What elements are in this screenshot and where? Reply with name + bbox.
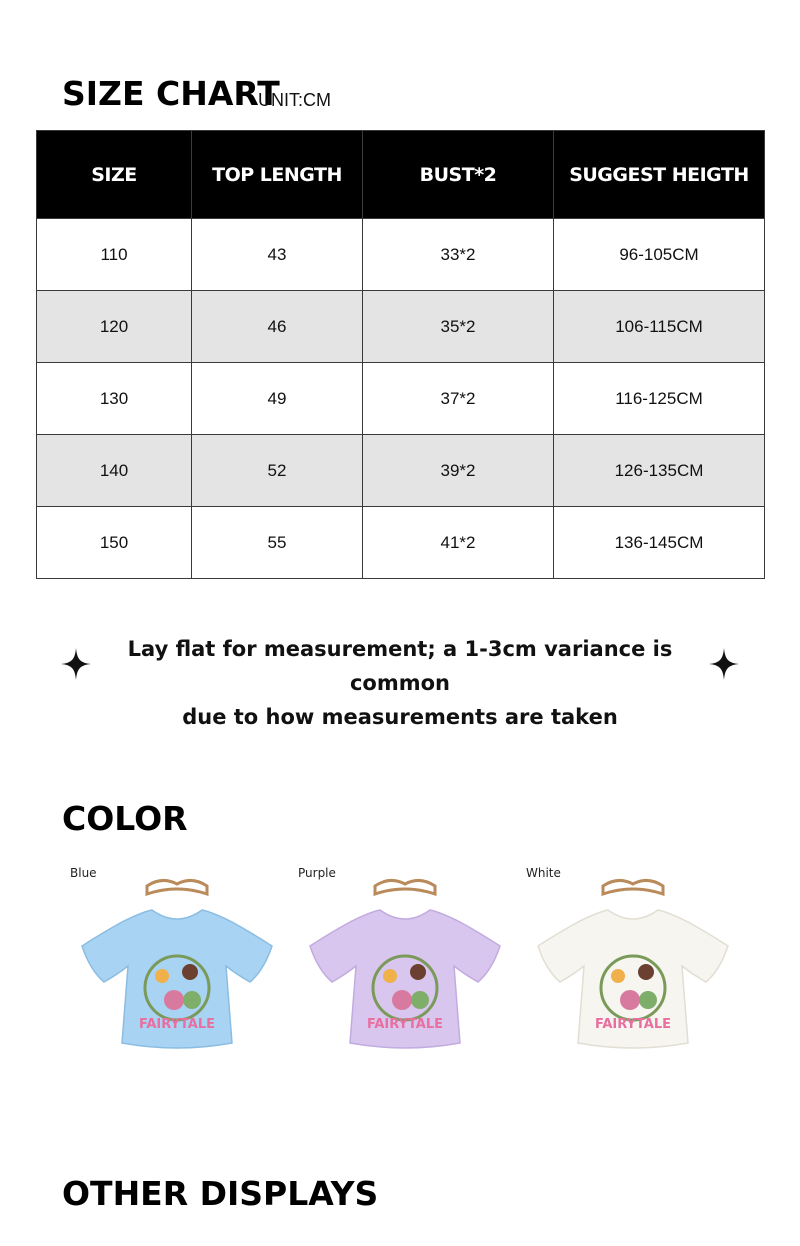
- color-label: Blue: [70, 866, 97, 880]
- tshirt-blue-image: [62, 878, 292, 1058]
- cell-size: 130: [37, 363, 192, 435]
- cell-size: 120: [37, 291, 192, 363]
- cell-bust: 39*2: [363, 435, 554, 507]
- table-row: [37, 507, 765, 579]
- other-displays-title: OTHER DISPLAYS: [62, 1174, 379, 1213]
- svg-text:FAIRYTALE: FAIRYTALE: [594, 1017, 672, 1032]
- table-row: [37, 291, 765, 363]
- cell-size: 110: [37, 219, 192, 291]
- cell-suggest-height: 116-125CM: [554, 363, 765, 435]
- cell-bust: 33*2: [363, 219, 554, 291]
- color-label: White: [526, 866, 561, 880]
- cell-suggest-height: 96-105CM: [554, 219, 765, 291]
- cell-top-length: 46: [192, 291, 363, 363]
- note-line-1: Lay flat for measurement; a 1-3cm variance is common: [127, 637, 673, 695]
- cell-size: 140: [37, 435, 192, 507]
- sparkle-icon-right: [709, 648, 739, 680]
- size-table: [36, 130, 765, 579]
- cell-bust: 37*2: [363, 363, 554, 435]
- cell-top-length: 52: [192, 435, 363, 507]
- header-top-length: TOP LENGTH: [192, 131, 363, 219]
- color-option-white[interactable]: [518, 860, 748, 1060]
- tshirt-white-image: [518, 878, 748, 1058]
- unit-label: UNIT:CM: [258, 90, 331, 110]
- cell-bust: 41*2: [363, 507, 554, 579]
- table-row: [37, 435, 765, 507]
- measurement-note: [100, 632, 700, 734]
- svg-text:FAIRYTALE: FAIRYTALE: [366, 1017, 444, 1032]
- table-row: [37, 219, 765, 291]
- table-row: [37, 363, 765, 435]
- cell-size: 150: [37, 507, 192, 579]
- header-size: SIZE: [37, 131, 192, 219]
- header-bust: BUST*2: [363, 131, 554, 219]
- size-chart-title: SIZE CHART: [62, 74, 280, 113]
- tshirt-purple-image: [290, 878, 520, 1058]
- color-option-blue[interactable]: [62, 860, 292, 1060]
- cell-top-length: 43: [192, 219, 363, 291]
- cell-top-length: 49: [192, 363, 363, 435]
- sparkle-icon-left: [61, 648, 91, 680]
- color-label: Purple: [298, 866, 336, 880]
- cell-suggest-height: 136-145CM: [554, 507, 765, 579]
- table-header-row: [37, 131, 765, 219]
- header-suggest-height: SUGGEST HEIGTH: [554, 131, 765, 219]
- note-line-2: due to how measurements are taken: [182, 705, 618, 729]
- cell-top-length: 55: [192, 507, 363, 579]
- svg-text:FAIRYTALE: FAIRYTALE: [138, 1017, 216, 1032]
- cell-suggest-height: 126-135CM: [554, 435, 765, 507]
- color-option-purple[interactable]: [290, 860, 520, 1060]
- cell-bust: 35*2: [363, 291, 554, 363]
- cell-suggest-height: 106-115CM: [554, 291, 765, 363]
- color-section-title: COLOR: [62, 799, 188, 838]
